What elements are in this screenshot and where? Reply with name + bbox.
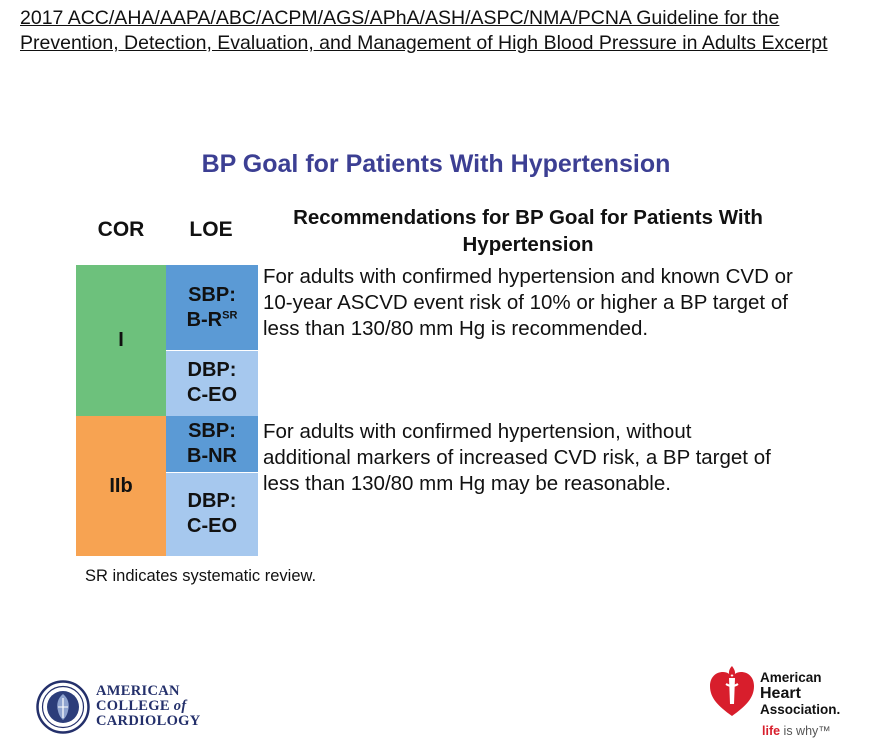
acc-line1: AMERICAN [96, 683, 180, 699]
loe-cell-dbp-row2 [166, 472, 258, 556]
loe-cell-dbp-row1 [166, 350, 258, 416]
loe-value: C-EO [187, 384, 237, 406]
recommendation-text-row1: For adults with confirmed hypertension and known CVD or 10-year ASCVD event risk of 10% or higher a BP target of less than 130/80 mm Hg is recommended. [263, 265, 793, 340]
loe-cell-sbp-row1 [166, 265, 258, 350]
aha-logo [708, 664, 858, 744]
acc-seal-icon [36, 680, 90, 734]
acc-logo [36, 680, 236, 735]
cor-column-header: COR [97, 218, 145, 241]
loe-column-header: LOE [189, 218, 233, 241]
loe-label: SBP: [188, 283, 236, 306]
document-title: 2017 ACC/AHA/AAPA/ABC/ACPM/AGS/APhA/ASH/ASPC/NMA/PCNA Guideline for the Prevention, Detection, Evaluation, and Management of High Blood Pressure in Adults Excerpt [20, 7, 828, 54]
loe-label: SBP: [188, 420, 236, 442]
aha-tagline: life is why™ [762, 724, 831, 738]
aha-wordmark [760, 670, 840, 717]
loe-divider [166, 472, 258, 473]
acc-wordmark [96, 684, 201, 729]
acc-line3: CARDIOLOGY [96, 713, 201, 729]
loe-superscript: SR [222, 308, 238, 321]
cor-cell-class-i: I [76, 265, 166, 416]
acc-line2: COLLEGE of [96, 698, 187, 714]
aha-line2: Heart [760, 685, 801, 702]
slide-title: BP Goal for Patients With Hypertension [201, 150, 671, 178]
aha-line1: American [760, 670, 822, 685]
heart-torch-icon [708, 664, 756, 720]
loe-value: B-NR [187, 445, 237, 467]
recommendations-column-header: Recommendations for BP Goal for Patients With Hypertension [293, 206, 763, 256]
loe-divider [166, 350, 258, 351]
footnote: SR indicates systematic review. [85, 567, 317, 585]
loe-label: DBP: [187, 359, 237, 381]
aha-line3: Association. [760, 702, 841, 717]
loe-value: C-EO [187, 515, 237, 537]
loe-cell-sbp-row2 [166, 416, 258, 472]
cor-cell-class-iib: IIb [76, 416, 166, 556]
loe-label: DBP: [187, 490, 237, 512]
recommendation-text-row2: For adults with confirmed hypertension, without additional markers of increased CVD risk, a BP target of less than 130/80 mm Hg may be reasonable. [263, 420, 771, 495]
loe-value: $B-R^{SR}$ [186, 308, 238, 331]
